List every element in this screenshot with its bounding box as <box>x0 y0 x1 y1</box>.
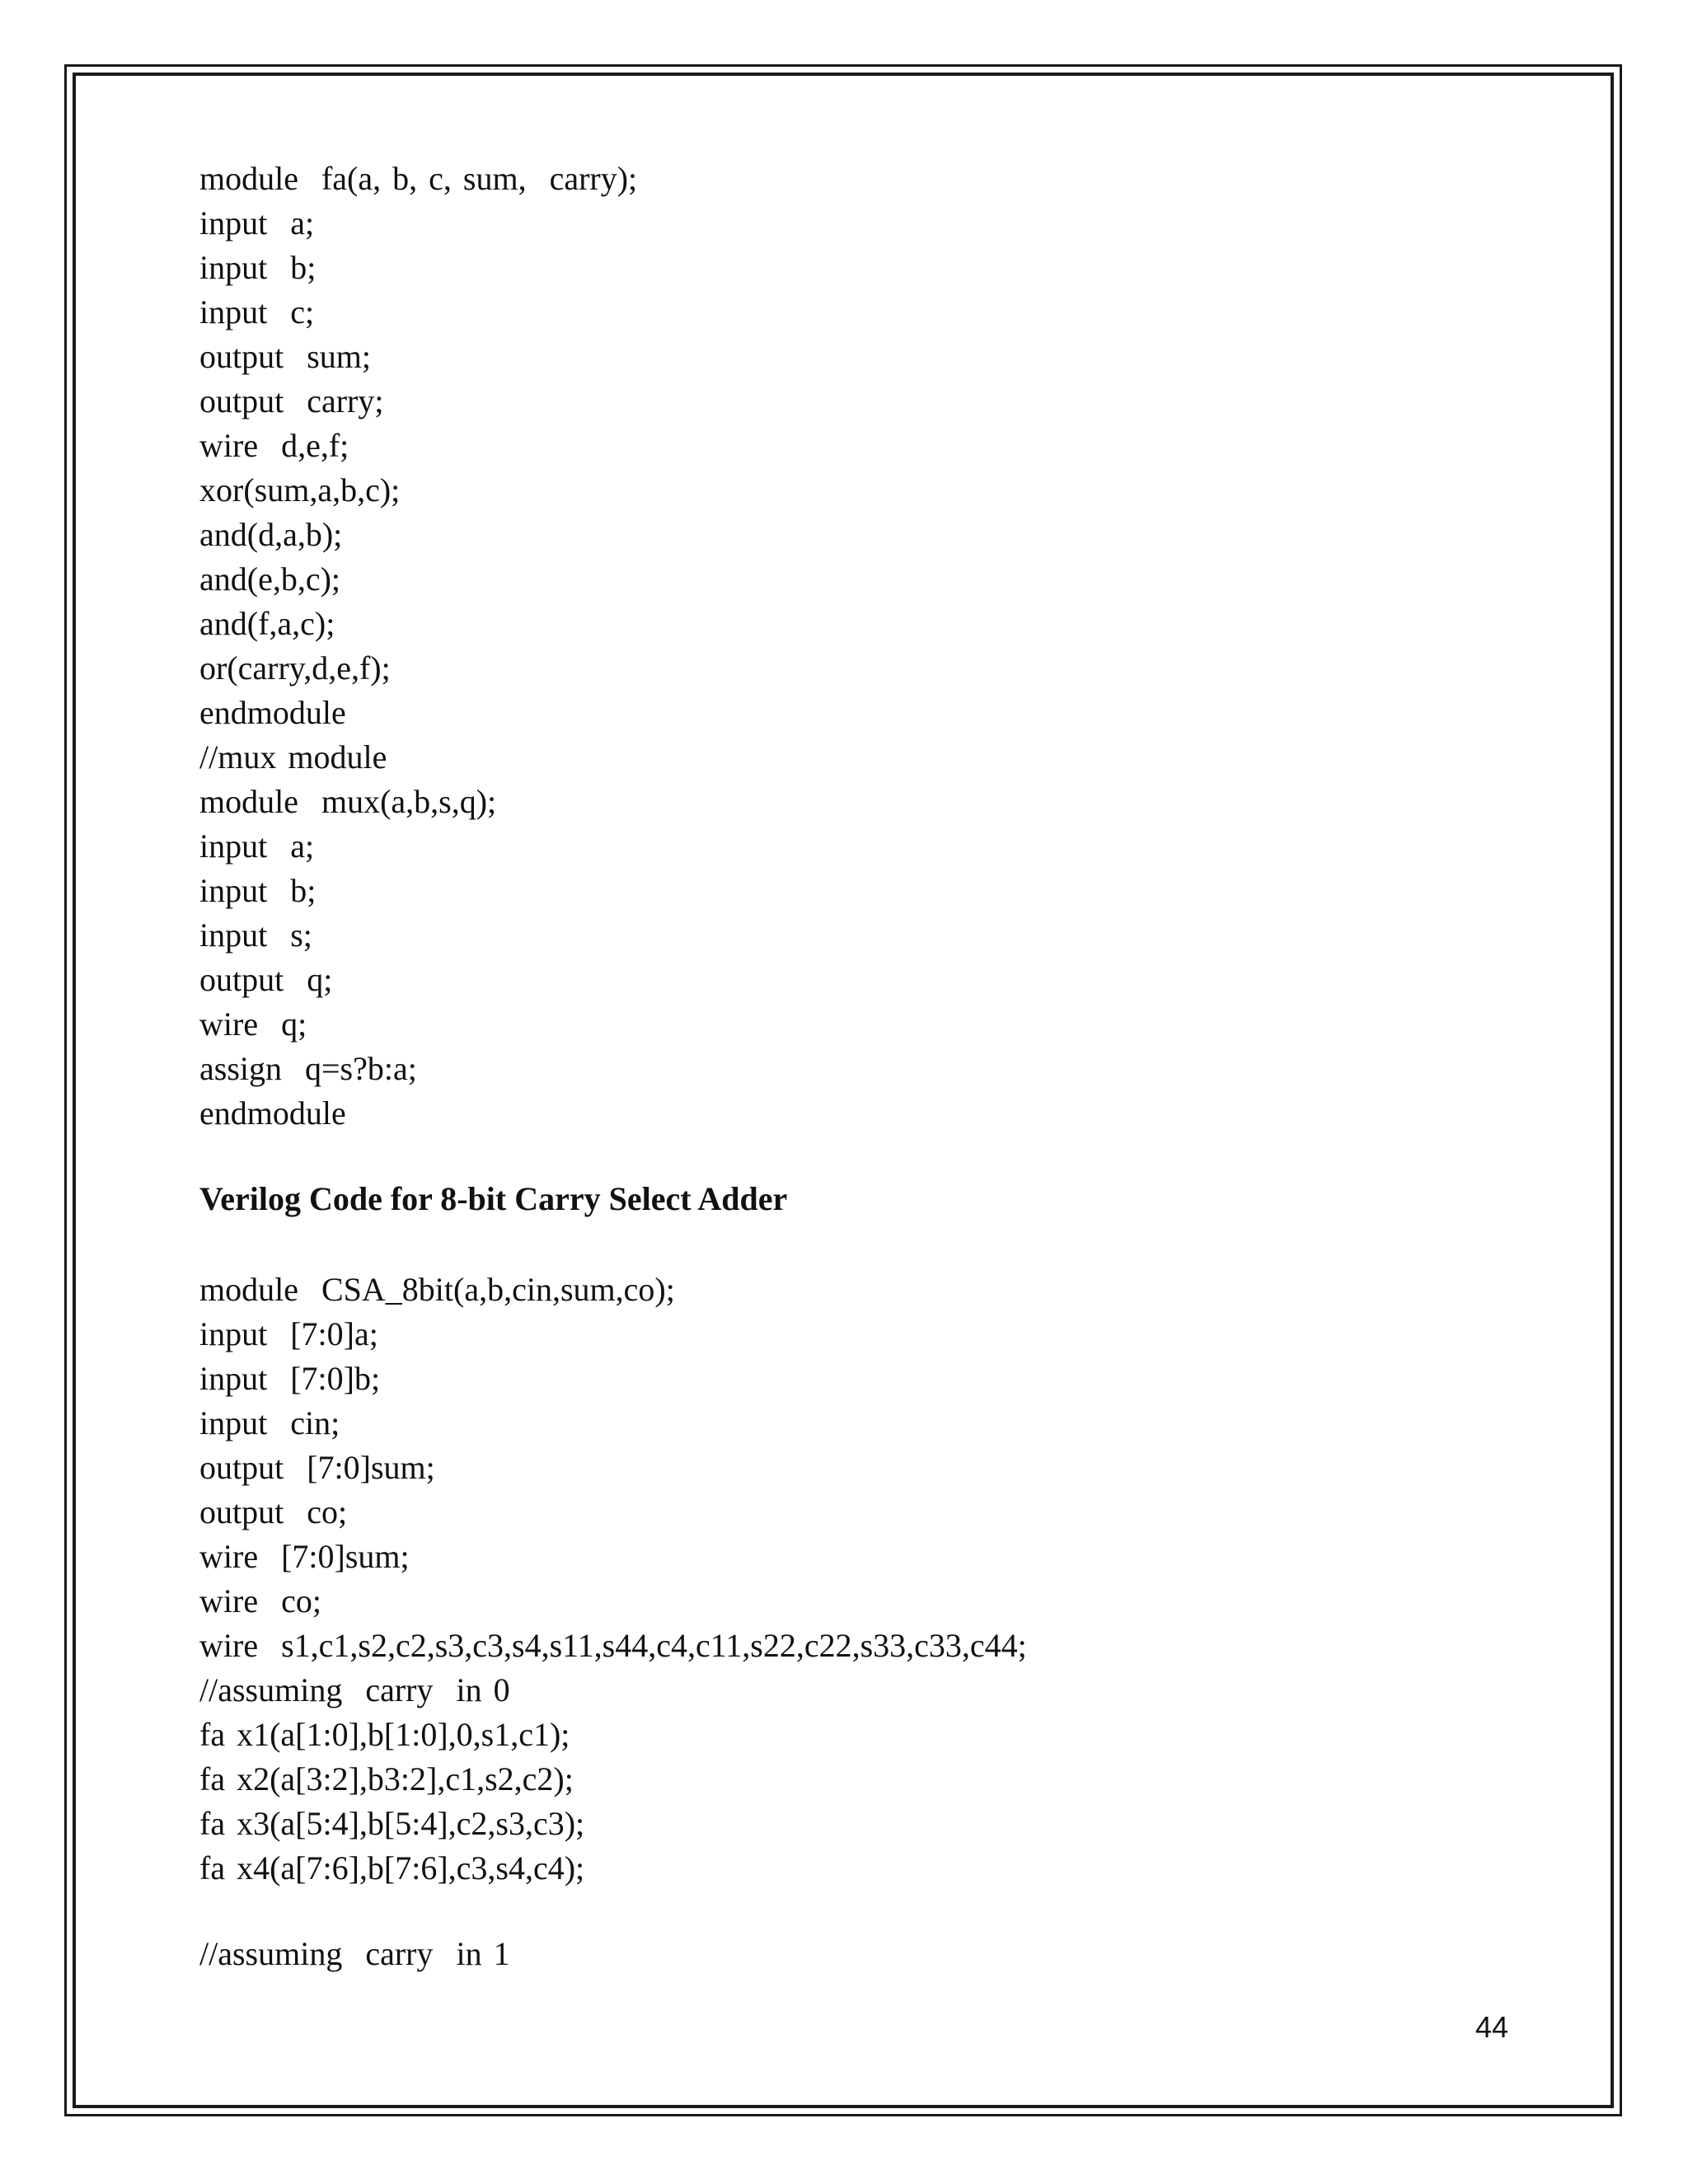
code-line: xor(sum,a,b,c); <box>199 471 401 509</box>
spacer <box>199 1136 1518 1177</box>
code-line: and(d,a,b); <box>199 516 343 553</box>
code-block-carry-one <box>199 1932 1518 1976</box>
code-line: wire [7:0]sum; <box>199 1538 410 1575</box>
code-line: fa x2(a[3:2],b3:2],c1,s2,c2); <box>199 1760 574 1797</box>
code-block-fa-mux <box>199 157 1518 1136</box>
code-line: fa x1(a[1:0],b[1:0],0,s1,c1); <box>199 1716 570 1753</box>
code-comment: //assuming carry in 0 <box>199 1671 510 1708</box>
code-block-csa <box>199 1268 1518 1891</box>
code-line: input c; <box>199 293 315 330</box>
code-line: module fa(a, b, c, sum, carry); <box>199 160 638 197</box>
code-line: output carry; <box>199 382 384 419</box>
code-line: wire co; <box>199 1582 321 1619</box>
code-line: wire s1,c1,s2,c2,s3,c3,s4,s11,s44,c4,c11,s22,c22,s33,c33,c44; <box>199 1627 1027 1664</box>
code-line: input [7:0]a; <box>199 1315 378 1352</box>
code-line: or(carry,d,e,f); <box>199 649 391 687</box>
code-comment: //mux module <box>199 738 387 776</box>
code-line: and(e,b,c); <box>199 560 341 598</box>
code-line: input [7:0]b; <box>199 1360 381 1397</box>
spacer <box>199 1891 1518 1932</box>
spacer <box>199 1221 1518 1268</box>
code-line: module mux(a,b,s,q); <box>199 783 497 820</box>
code-line: wire d,e,f; <box>199 427 349 464</box>
code-line: output [7:0]sum; <box>199 1449 435 1486</box>
code-line: output co; <box>199 1493 348 1530</box>
code-line: fa x3(a[5:4],b[5:4],c2,s3,c3); <box>199 1805 585 1842</box>
code-line: wire q; <box>199 1005 307 1043</box>
code-line: input a; <box>199 827 315 865</box>
code-line: module CSA_8bit(a,b,cin,sum,co); <box>199 1271 675 1308</box>
code-line: output q; <box>199 961 333 998</box>
code-line: input cin; <box>199 1404 340 1441</box>
code-line: fa x4(a[7:6],b[7:6],c3,s4,c4); <box>199 1849 585 1886</box>
code-line: assign q=s?b:a; <box>199 1050 417 1087</box>
code-line: endmodule <box>199 694 346 731</box>
document-content <box>199 157 1518 1976</box>
code-line: input b; <box>199 249 316 286</box>
code-line: input a; <box>199 204 315 241</box>
code-line: endmodule <box>199 1094 346 1132</box>
page-number: 44 <box>1475 2010 1509 2044</box>
code-line: input b; <box>199 872 316 909</box>
code-line: and(f,a,c); <box>199 605 335 642</box>
code-comment: //assuming carry in 1 <box>199 1935 510 1972</box>
section-heading: Verilog Code for 8-bit Carry Select Adder <box>199 1180 788 1217</box>
code-line: output sum; <box>199 338 372 375</box>
code-line: input s; <box>199 916 312 954</box>
